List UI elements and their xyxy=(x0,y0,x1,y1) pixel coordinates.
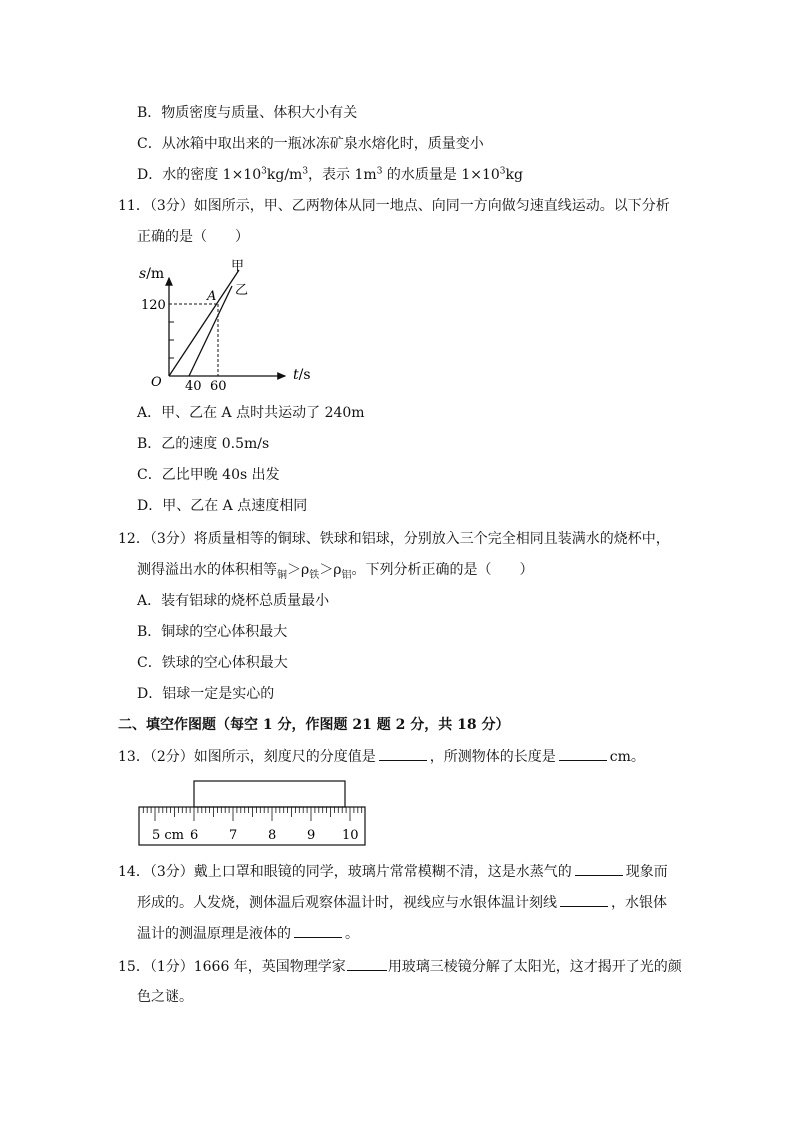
q10-option-d: D．水的密度 $1\times 10^3kg/m^3$，表示 $1m^3$ 的水质量是 $1\times 10^3kg$ xyxy=(137,166,523,183)
q12-stem-cont: 测得溢出水的体积相等$_铜>\rho_铁>\rho_铝$。下列分析正确的是（ ） xyxy=(137,562,534,581)
q14-stem-line3: 温计的测温原理是液体的 。 xyxy=(137,923,359,944)
point-a-label: A xyxy=(207,289,217,304)
ruler-label-5cm: 5 cm xyxy=(152,828,185,843)
label-jia: 甲 xyxy=(231,259,245,274)
q13-blank-2[interactable] xyxy=(559,746,607,761)
q12-option-b: B．铜球的空心体积最大 xyxy=(137,624,288,640)
q14-blank-3[interactable] xyxy=(294,923,342,938)
q14-stem-line2: 形成的。人发烧，测体温后观察体温计时，视线应与水银体温计刻线 ，水银体 xyxy=(137,892,667,913)
origin-label: O xyxy=(151,375,162,390)
ruler-label-10: 10 xyxy=(342,828,359,843)
x-tick-60: 60 xyxy=(210,379,227,393)
ruler-label-8: 8 xyxy=(268,828,277,843)
q13-stem: 13．（2分）如图所示，刻度尺的分度值是 ，所测物体的长度是 cm。 xyxy=(118,746,645,767)
q11-distance-time-graph xyxy=(135,258,335,393)
q12-option-c: C．铁球的空心体积最大 xyxy=(137,655,288,671)
section-2-heading: 二、填空作图题（每空 1 分，作图题 21 题 2 分，共 18 分） xyxy=(118,717,510,733)
ruler-ticks xyxy=(143,807,361,821)
q11-option-b: B．乙的速度 0.5m/s xyxy=(137,436,270,452)
q11-option-d: D．甲、乙在 A 点速度相同 xyxy=(137,498,308,514)
q15-stem: 15．（1分）1666 年，英国物理学家 用玻璃三棱镜分解了太阳光，这才揭开了光的颜 xyxy=(118,956,682,977)
q11-option-a: A．甲、乙在 A 点时共运动了 240m xyxy=(137,405,365,421)
y-axis-label: s/m xyxy=(139,266,165,282)
y-tick-120: 120 xyxy=(141,298,166,313)
q14-blank-2[interactable] xyxy=(560,892,608,907)
q10-option-b: B．物质密度与质量、体积大小有关 xyxy=(137,105,358,121)
x-tick-40: 40 xyxy=(185,379,202,393)
measured-object xyxy=(194,781,345,807)
q15-stem-cont: 色之谜。 xyxy=(137,989,193,1005)
q12-option-a: A．装有铝球的烧杯总质量最小 xyxy=(137,593,330,609)
q15-blank-1[interactable] xyxy=(347,956,387,971)
q14-blank-1[interactable] xyxy=(575,861,623,876)
q11-stem: 11．（3分）如图所示，甲、乙两物体从同一地点、向同一方向做匀速直线运动。以下分析 xyxy=(118,198,670,214)
q11-stem-cont: 正确的是（ ） xyxy=(137,229,249,245)
q11-option-c: C．乙比甲晚 40s 出发 xyxy=(137,467,280,483)
ruler-label-7: 7 xyxy=(229,828,238,843)
q14-stem: 14．（3分）戴上口罩和眼镜的同学，玻璃片常常模糊不清，这是水蒸气的 现象而 xyxy=(118,861,668,882)
x-axis-label: t/s xyxy=(293,367,311,383)
q12-option-d: D．铝球一定是实心的 xyxy=(137,686,275,702)
q10-option-c: C．从冰箱中取出来的一瓶冰冻矿泉水熔化时，质量变小 xyxy=(137,136,484,152)
q13-ruler-figure xyxy=(135,778,370,848)
q13-blank-1[interactable] xyxy=(379,746,427,761)
line-jia xyxy=(169,270,239,376)
ruler-label-6: 6 xyxy=(190,828,199,843)
ruler-label-9: 9 xyxy=(307,828,316,843)
q12-stem: 12．（3分）将质量相等的铜球、铁球和铝球，分别放入三个完全相同且装满水的烧杯中， xyxy=(118,531,670,547)
label-yi: 乙 xyxy=(235,283,249,298)
